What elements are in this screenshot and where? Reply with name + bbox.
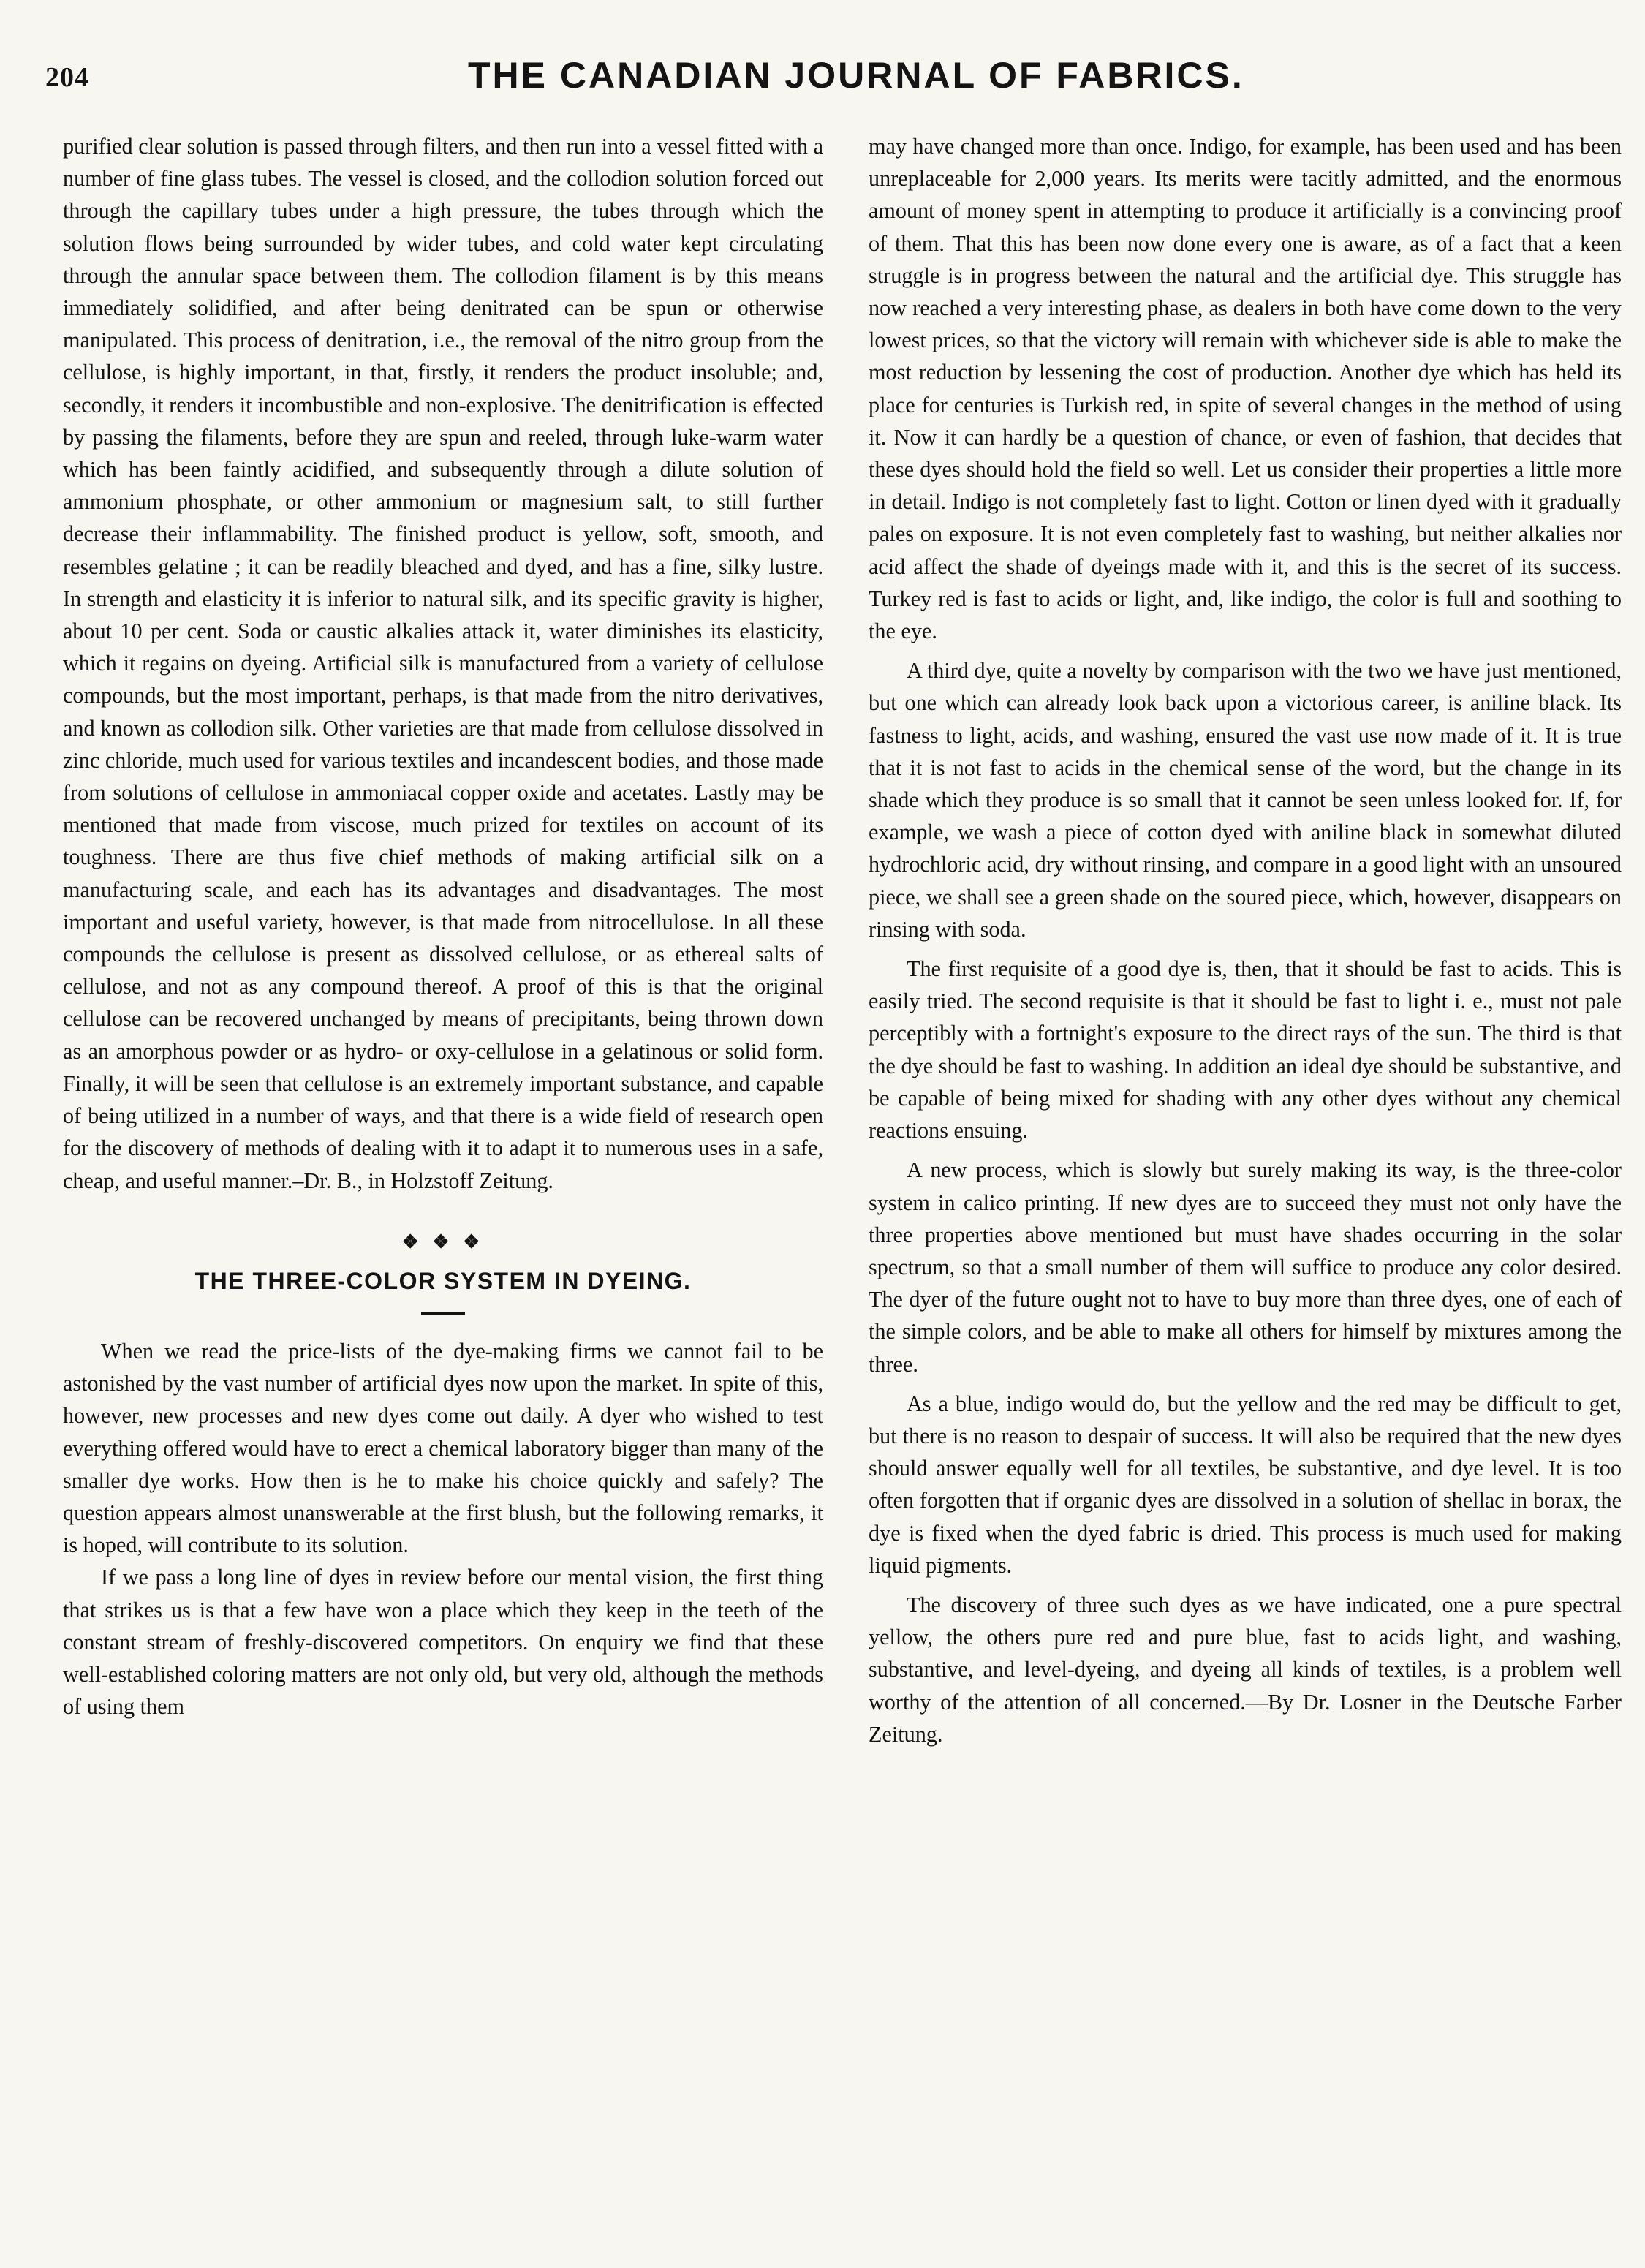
section-ornament: ❖ ❖ ❖: [401, 1231, 485, 1252]
article-continuation-paragraph: purified clear solution is passed through filters, and then run into a vessel fitted with a number of fine glass tubes. The vessel is closed, and the collodion solution forced out through the capillary tubes under a high pressure, the tubes through which the solution flows being surrounded by wider tubes, and cold water kept circulating through the annular space between them. The collodion filament is by this means immediately solidified, and after being denitrated can be spun or otherwise manipulated. This process of denitration, i.e., the removal of the nitro group from the cellulose, is highly important, in that, firstly, it renders the product insoluble; and, secondly, it renders it incombustible and non-explosive. The denitrification is effected by passing the filaments, before they are spun and reeled, through luke-warm water which has been faintly acidified, and subsequently through a dilute solution of ammonium phosphate, or other ammonium or magnesium salt, to still further decrease their inflammability. The finished product is yellow, soft, smooth, and resembles gelatine ; it can be readily bleached and dyed, and has a fine, silky lustre. In strength and elasticity it is inferior to natural silk, and its specific gravity is higher, about 10 per cent. Soda or caustic alkalies attack it, water diminishes its elasticity, which it regains on dyeing. Artificial silk is manufactured from a variety of cellulose compounds, but the most important, perhaps, is that made from the nitro derivatives, and known as collodion silk. Other varieties are that made from cellulose dissolved in zinc chloride, much used for various textiles and incandescent bodies, and those made from solutions of cellulose in ammoniacal copper oxide and acetates. Lastly may be mentioned that made from viscose, much prized for textiles on account of its toughness. There are thus five chief methods of making artificial silk on a manufacturing scale, and each has its advantages and disadvantages. The most important and useful variety, however, is that made from nitrocellulose. In all these compounds the cellulose is present as dissolved cellulose, or as ethereal salts of cellulose, and not as any compound thereof. A proof of this is that the original cellulose can be recovered unchanged by means of precipitants, being thrown down as an amorphous powder or as hydro- or oxy-cellulose in a gelatinous or solid form. Finally, it will be seen that cellulose is an extremely important substance, and capable of being utilized in a number of ways, and that there is a wide field of research open for the discovery of methods of dealing with it to adapt it to numerous uses in a safe, cheap, and useful manner.–Dr. B., in Holzstoff Zeitung.: [63, 134, 823, 1193]
article-paragraph: When we read the price-lists of the dye-making firms we cannot fail to be astonished by the vast number of artificial dyes now upon the market. In spite of this, however, new processes and new dyes come out daily. A dyer who wished to test everything offered would have to erect a chemical laboratory bigger than many of the smaller dye works. How then is he to make his choice quickly and safely? The question appears almost unanswerable at the first blush, but the following remarks, it is hoped, will contribute to its solution.: [63, 1338, 823, 1558]
article-paragraph: may have changed more than once. Indigo, for example, has been used and has been unreplaceable for 2,000 years. Its merits were tacitly admitted, and the enormous amount of money spent in attempting to produce it artificially is a convincing proof of them. That this has been now done every one is aware, as of a fact that a keen struggle is in progress between the natural and the artificial dye. This struggle has now reached a very interesting phase, as dealers in both have come down to the very lowest prices, so that the victory will remain with whichever side is able to make the most reduction by lessening the cost of production. Another dye which has held its place for centuries is Turkish red, in spite of several changes in the method of using it. Now it can hardly be a question of chance, or even of fashion, that decides that these dyes should hold the field so well. Let us consider their properties a little more in detail. Indigo is not completely fast to light. Cotton or linen dyed with it gradually pales on exposure. It is not even completely fast to washing, but neither alkalies nor acid affect the shade of dyeings made with it, and this is the secret of its success. Turkey red is fast to acids or light, and, like indigo, the color is full and soothing to the eye.: [869, 134, 1622, 644]
journal-title: THE CANADIAN JOURNAL OF FABRICS.: [468, 55, 1244, 96]
section-heading: THE THREE-COLOR SYSTEM IN DYEING.: [194, 1267, 692, 1294]
article-paragraph: If we pass a long line of dyes in review before our mental vision, the first thing that strikes us is that a few have won a place which they keep in the teeth of the constant stream of freshly-discovered competitors. On enquiry we find that these well-established coloring matters are not only old, but very old, although the methods of using them: [63, 1565, 823, 1720]
page-number: 204: [45, 62, 89, 93]
heading-divider: [421, 1312, 465, 1315]
article-paragraph: A new process, which is slowly but surely making its way, is the three-color system in calico printing. If new dyes are to succeed they must not only have the three properties above mentioned but must have shades occurring in the solar spectrum, so that a small number of them will suffice to produce any color desired. The dyer of the future ought not to have to buy more than three dyes, one of each of the simple colors, and be able to make all others for himself by mixtures among the three.: [869, 1157, 1622, 1377]
article-paragraph: A third dye, quite a novelty by comparison with the two we have just mentioned, but one which can already look back upon a victorious career, is aniline black. Its fastness to light, acids, and washing, ensured the vast use now made of it. It is true that it is not fast to acids in the chemical sense of the word, but the change in its shade which they produce is so small that it cannot be seen unless looked for. If, for example, we wash a piece of cotton dyed with aniline black in somewhat diluted hydrochloric acid, dry without rinsing, and compare in a good light with an unsoured piece, we shall see a green shade on the soured piece, which, however, disappears on rinsing with soda.: [869, 658, 1622, 942]
article-paragraph: The discovery of three such dyes as we have indicated, one a pure spectral yellow, the others pure red and pure blue, fast to acids light, and washing, substantive, and level-dyeing, and dyeing all kinds of textiles, is a problem well worthy of the attention of all concerned.—By Dr. Losner in the Deutsche Farber Zeitung.: [869, 1592, 1622, 1747]
left-column: [63, 130, 823, 1723]
article-paragraph: As a blue, indigo would do, but the yellow and the red may be difficult to get, but there is no reason to despair of success. It will also be required that the new dyes should answer equally well for all textiles, be substantive, and dye level. It is too often forgotten that if organic dyes are dissolved in a solution of shellac in borax, the dye is fixed when the dyed fabric is dried. This process is much used for making liquid pigments.: [869, 1391, 1622, 1578]
right-column: [869, 130, 1622, 1750]
article-paragraph: The first requisite of a good dye is, then, that it should be fast to acids. This is easily tried. The second requisite is that it should be fast to light i. e., must not pale perceptibly with a fortnight's exposure to the direct rays of the sun. The third is that the dye should be fast to washing. In addition an ideal dye should be substantive, and be capable of being mixed for shading with any other dyes without any chemical reactions ensuing.: [869, 956, 1622, 1144]
